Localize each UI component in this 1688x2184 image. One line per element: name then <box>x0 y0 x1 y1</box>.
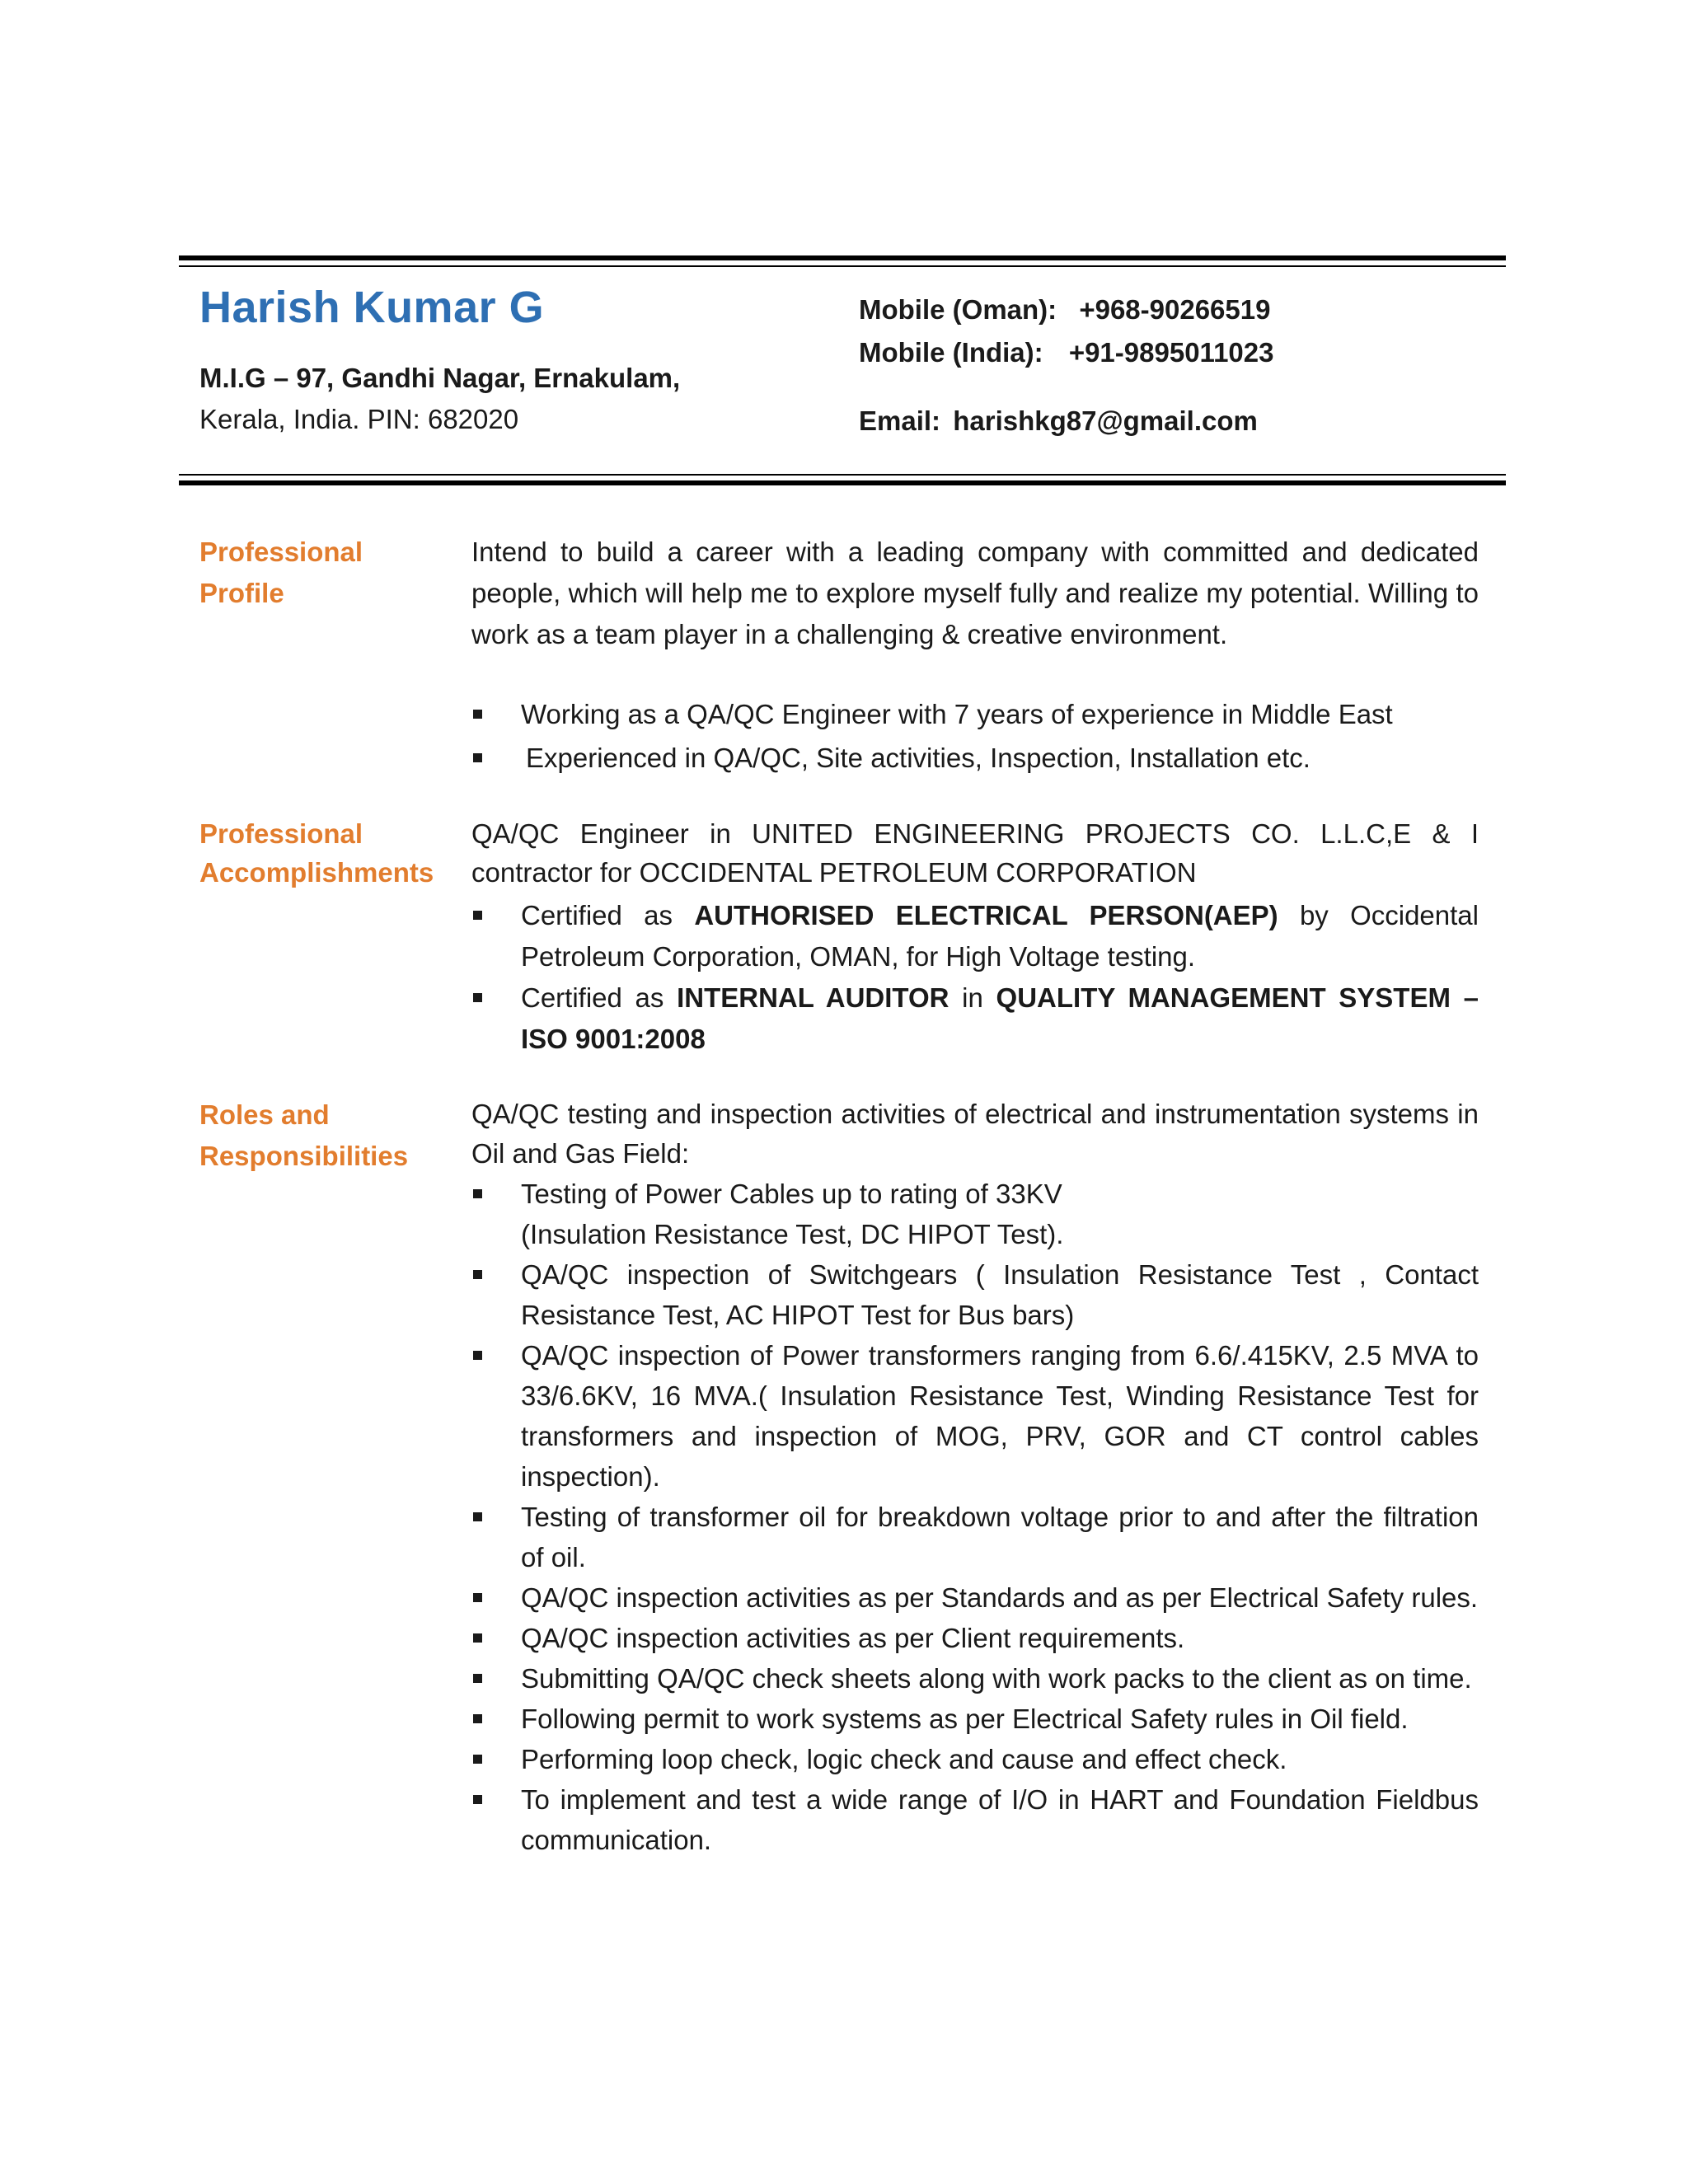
bullet-square-icon <box>473 1593 482 1602</box>
bullet-square-icon <box>473 753 482 762</box>
bullet-text: To implement and test a wide range of I/O in HART and Foundation Fieldbus communication. <box>521 1784 1479 1855</box>
list-item <box>471 1618 1479 1658</box>
bullet-text: Certified as <box>521 982 678 1013</box>
section-title-accomplishments <box>199 814 447 892</box>
bullet-square-icon <box>473 710 482 719</box>
accomplishment-bullets <box>471 895 1479 1060</box>
bullet-square-icon <box>473 1795 482 1804</box>
bullet-square-icon <box>473 1674 482 1683</box>
bullet-text: QA/QC inspection activities as per Standards and as per Electrical Safety rules. <box>521 1582 1479 1613</box>
mobile-india-label: Mobile (India): <box>859 337 1043 368</box>
bullet-text-bold: QUALITY MANAGEMENT SYSTEM – ISO 9001:2008 <box>521 982 1479 1054</box>
header-bottom-rule-thick <box>179 480 1506 485</box>
list-item <box>471 1335 1479 1497</box>
list-item <box>471 1577 1479 1618</box>
list-item <box>471 694 1479 735</box>
bullet-square-icon <box>473 1755 482 1764</box>
profile-title-line-2: Profile <box>199 578 284 608</box>
mobile-oman-label: Mobile (Oman): <box>859 294 1057 325</box>
bullet-square-icon <box>473 1633 482 1643</box>
mobile-oman-number: +968-90266519 <box>1079 294 1271 325</box>
bullet-square-icon <box>473 911 482 920</box>
roles-title-line-1: Roles and <box>199 1099 330 1130</box>
bullet-square-icon <box>473 1351 482 1360</box>
profile-title-line-1: Professional <box>199 537 363 567</box>
bullet-text: Experienced in QA/QC, Site activities, Inspection, Installation etc. <box>526 743 1311 773</box>
mobile-oman <box>859 294 1270 326</box>
section-body-accomplishments <box>471 814 1479 1060</box>
section-body-roles <box>471 1094 1479 1860</box>
header-top-rule-thin <box>179 265 1506 267</box>
bullet-square-icon <box>473 1512 482 1521</box>
bullet-text: Performing loop check, logic check and cause and effect check. <box>521 1744 1287 1774</box>
bullet-text: Testing of transformer oil for breakdown voltage prior to and after the filtration of oil. <box>521 1502 1479 1572</box>
bullet-square-icon <box>473 1189 482 1198</box>
list-item <box>471 1497 1479 1577</box>
bullet-text: Submitting QA/QC check sheets along with work packs to the client as on time. <box>521 1663 1472 1694</box>
bullet-text: (Insulation Resistance Test, DC HIPOT Test). <box>521 1219 1064 1249</box>
bullet-text: Testing of Power Cables up to rating of 33KV <box>521 1179 1062 1209</box>
bullet-text: in <box>949 982 996 1013</box>
email-address[interactable]: harishkg87@gmail.com <box>953 405 1258 436</box>
header-top-rule-thick <box>179 255 1506 260</box>
bullet-text: QA/QC inspection activities as per Client requirements. <box>521 1623 1185 1653</box>
list-item <box>471 1254 1479 1335</box>
roles-bullets <box>471 1174 1479 1860</box>
candidate-name: Harish Kumar G <box>199 283 545 332</box>
list-item <box>471 1699 1479 1739</box>
bullet-square-icon <box>473 993 482 1002</box>
list-item <box>471 1658 1479 1699</box>
header-bottom-rule-thin <box>179 474 1506 476</box>
roles-intro: QA/QC testing and inspection activities of electrical and instrumentation systems in Oil and Gas Field: <box>471 1099 1479 1169</box>
bullet-text: QA/QC inspection of Switchgears ( Insulation Resistance Test , Contact Resistance Test, AC HIPOT Test for Bus bars) <box>521 1259 1479 1330</box>
bullet-text-bold: AUTHORISED ELECTRICAL PERSON(AEP) <box>694 900 1278 930</box>
list-item <box>471 977 1479 1060</box>
email-label: Email: <box>859 405 941 436</box>
bullet-text-bold: INTERNAL AUDITOR <box>677 982 950 1013</box>
accomplishments-title-line-1: Professional <box>199 818 363 849</box>
section-title-profile <box>199 532 447 614</box>
profile-bullets <box>471 694 1479 779</box>
bullet-text: Following permit to work systems as per Electrical Safety rules in Oil field. <box>521 1704 1409 1734</box>
section-body-profile <box>471 532 1479 779</box>
bullet-square-icon <box>473 1714 482 1723</box>
bullet-text: Working as a QA/QC Engineer with 7 years of experience in Middle East <box>521 699 1393 729</box>
bullet-text: by Occidental Petroleum Corporation, OMAN, for High Voltage testing. <box>521 900 1479 972</box>
list-item <box>471 1174 1479 1254</box>
accomplishments-intro: QA/QC Engineer in UNITED ENGINEERING PROJECTS CO. L.L.C,E & I contractor for OCCIDENTAL PETROLEUM CORPORATION <box>471 818 1479 888</box>
profile-summary: Intend to build a career with a leading company with committed and dedicated people, which will help me to explore myself fully and realize my potential. Willing to work as a team player in a challenging & creative environment. <box>471 537 1479 649</box>
list-item <box>471 1779 1479 1860</box>
list-item <box>471 738 1479 779</box>
bullet-text: QA/QC inspection of Power transformers ranging from 6.6/.415KV, 2.5 MVA to 33/6.6KV, 16 MVA.( Insulation Resistance Test, Winding Resistance Test for transformers and inspection of MOG, PRV, GOR and CT control cables inspection). <box>521 1340 1479 1492</box>
mobile-india <box>859 337 1274 368</box>
accomplishments-title-line-2: Accomplishments <box>199 857 434 888</box>
address-line-1: M.I.G – 97, Gandhi Nagar, Ernakulam, <box>199 363 681 393</box>
bullet-square-icon <box>473 1270 482 1279</box>
email <box>859 405 1258 437</box>
roles-title-line-2: Responsibilities <box>199 1141 409 1171</box>
bullet-text: Certified as <box>521 900 695 930</box>
list-item <box>471 1739 1479 1779</box>
mobile-india-number: +91-9895011023 <box>1068 337 1274 368</box>
list-item <box>471 895 1479 977</box>
section-title-roles <box>199 1094 447 1177</box>
address-line-2: Kerala, India. PIN: 682020 <box>199 404 519 434</box>
